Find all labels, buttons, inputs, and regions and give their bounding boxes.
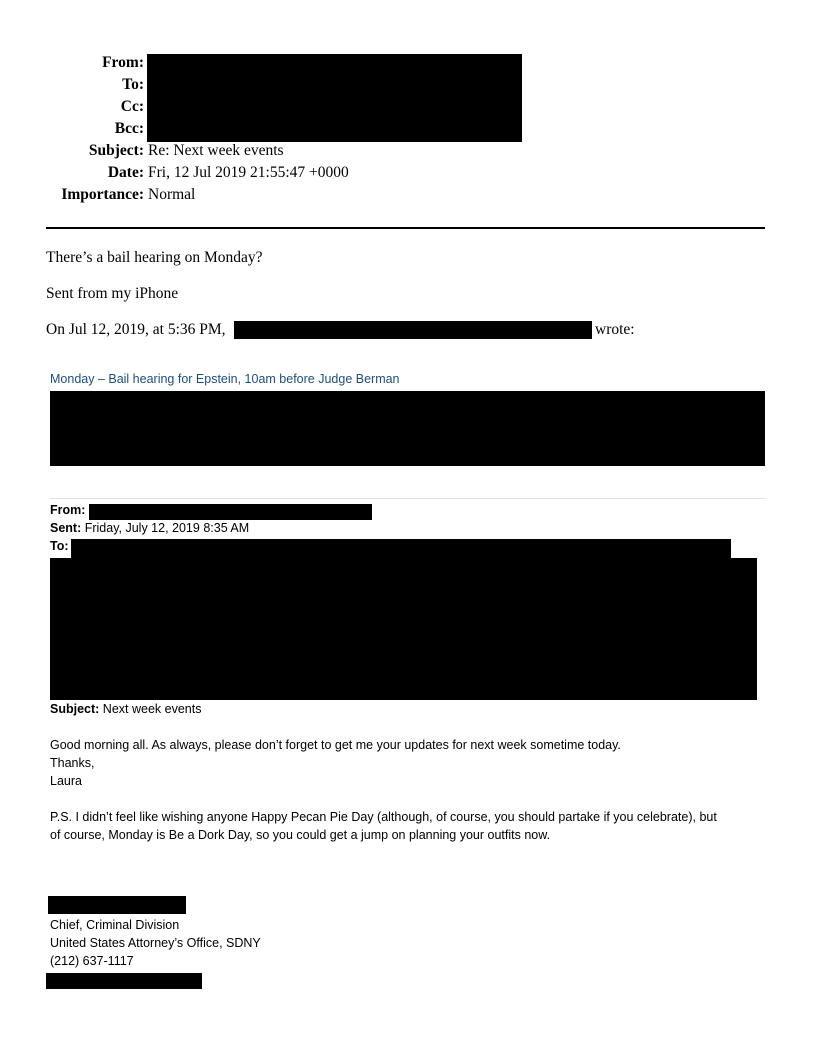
forward-to-redaction-block [50, 558, 757, 700]
forward-sent-label: Sent: [50, 521, 82, 535]
forward-body-line: Good morning all. As always, please don’t forget to get me your updates for next week sometime today. [50, 738, 621, 752]
forward-from-row [50, 503, 85, 517]
signature-phone: (212) 637-1117 [50, 954, 134, 968]
forward-sent-row [50, 521, 249, 535]
subject-value: Re: Next week events [148, 142, 284, 159]
date-value: Fri, 12 Jul 2019 21:55:47 +0000 [148, 164, 349, 181]
quote-sender-redaction [234, 321, 592, 339]
forward-from-redaction [89, 504, 372, 520]
forward-subject-row [50, 702, 201, 716]
quoted-body-redaction [50, 391, 765, 466]
reply-signature: Sent from my iPhone [46, 285, 179, 302]
signature-name-redaction [48, 896, 186, 914]
header-divider [46, 227, 765, 229]
forward-body-name: Laura [50, 774, 82, 788]
forward-subject-label: Subject: [50, 702, 100, 716]
signature-title: Chief, Criminal Division [50, 918, 180, 932]
forward-to-redaction-top [71, 539, 731, 558]
importance-value: Normal [148, 186, 196, 203]
forward-to-row [50, 539, 69, 553]
to-label: To: [122, 76, 144, 93]
quote-attribution-prefix: On Jul 12, 2019, at 5:36 PM, [46, 321, 226, 338]
quoted-headline: Monday – Bail hearing for Epstein, 10am before Judge Berman [50, 372, 400, 386]
forward-subject-value: Next week events [102, 702, 202, 716]
importance-label: Importance: [61, 186, 144, 203]
forward-sent-value: Friday, July 12, 2019 8:35 AM [84, 521, 250, 535]
forward-ps-line-1: P.S. I didn’t feel like wishing anyone Happy Pecan Pie Day (although, of course, you should partake if you celebrate), but [50, 810, 717, 824]
from-label: From: [102, 54, 144, 71]
date-label: Date: [107, 164, 144, 181]
header-recipients-redaction [147, 54, 522, 142]
signature-office: United States Attorney’s Office, SDNY [50, 936, 261, 950]
reply-message: There’s a bail hearing on Monday? [46, 249, 263, 266]
signature-contact-redaction [46, 973, 202, 989]
bcc-label: Bcc: [114, 120, 144, 137]
subject-label: Subject: [88, 142, 144, 159]
forward-ps-line-2: of course, Monday is Be a Dork Day, so you could get a jump on planning your outfits now. [50, 828, 551, 842]
quote-attribution-suffix: wrote: [595, 321, 635, 338]
forward-to-label: To: [50, 539, 69, 553]
cc-label: Cc: [120, 98, 144, 115]
forward-divider [50, 498, 765, 499]
forward-body-thanks: Thanks, [50, 756, 95, 770]
forward-from-label: From: [50, 503, 86, 517]
